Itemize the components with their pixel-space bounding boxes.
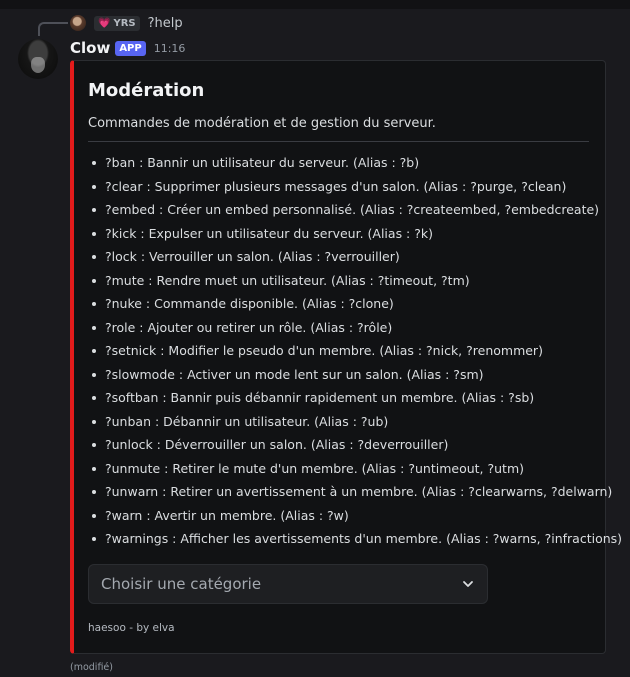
list-item: ?unmute : Retirer le mute d'un membre. (Alias : ?untimeout, ?utm) <box>90 457 600 481</box>
list-item: ?unlock : Déverrouiller un salon. (Alias : ?deverrouiller) <box>90 433 600 457</box>
heart-icon: 💗 <box>98 17 111 29</box>
list-item: ?nuke : Commande disponible. (Alias : ?clone) <box>90 292 600 316</box>
top-bar <box>0 0 630 9</box>
embed-card <box>70 60 623 654</box>
list-item: ?warn : Avertir un membre. (Alias : ?w) <box>90 504 600 528</box>
list-item: ?role : Ajouter ou retirer un rôle. (Alias : ?rôle) <box>90 316 600 340</box>
timestamp[interactable]: 11:16 <box>153 41 186 55</box>
category-select[interactable] <box>88 564 488 604</box>
reply-preview[interactable] <box>70 14 183 32</box>
app-badge: APP <box>115 41 145 56</box>
list-item: ?clear : Supprimer plusieurs messages d'un salon. (Alias : ?purge, ?clean) <box>90 175 600 199</box>
avatar[interactable] <box>18 39 58 79</box>
list-item: ?softban : Bannir puis débannir rapidement un membre. (Alias : ?sb) <box>90 386 600 410</box>
embed-footer: haesoo - by elva <box>88 622 175 634</box>
list-item: ?embed : Créer un embed personnalisé. (Alias : ?createembed, ?embedcreate) <box>90 198 600 222</box>
reply-spine <box>38 22 68 36</box>
list-item: ?warnings : Afficher les avertissements d'un membre. (Alias : ?warns, ?infractions) <box>90 527 600 551</box>
list-item: ?slowmode : Activer un mode lent sur un salon. (Alias : ?sm) <box>90 363 600 387</box>
category-select-placeholder: Choisir une catégorie <box>101 575 262 593</box>
embed-description: Commandes de modération et de gestion du serveur. <box>88 116 436 131</box>
embed-title: Modération <box>88 80 205 101</box>
list-item: ?kick : Expulser un utilisateur du serveur. (Alias : ?k) <box>90 222 600 246</box>
chevron-down-icon <box>461 577 475 591</box>
list-item: ?ban : Bannir un utilisateur du serveur. (Alias : ?b) <box>90 151 600 175</box>
reply-tag-label: YRS <box>113 17 136 29</box>
edited-label: (modifié) <box>70 662 113 673</box>
list-item: ?mute : Rendre muet un utilisateur. (Alias : ?timeout, ?tm) <box>90 269 600 293</box>
embed-divider <box>88 141 589 142</box>
reply-avatar[interactable] <box>70 15 86 31</box>
username[interactable]: Clow <box>70 39 111 57</box>
list-item: ?unwarn : Retirer un avertissement à un membre. (Alias : ?clearwarns, ?delwarn) <box>90 480 600 504</box>
list-item: ?unban : Débannir un utilisateur. (Alias : ?ub) <box>90 410 600 434</box>
command-list <box>90 151 623 551</box>
reply-server-tag[interactable] <box>94 16 140 31</box>
reply-text[interactable]: ?help <box>147 15 183 31</box>
list-item: ?setnick : Modifier le pseudo d'un membre. (Alias : ?nick, ?renommer) <box>90 339 600 363</box>
list-item: ?lock : Verrouiller un salon. (Alias : ?verrouiller) <box>90 245 600 269</box>
message-header <box>70 38 185 58</box>
